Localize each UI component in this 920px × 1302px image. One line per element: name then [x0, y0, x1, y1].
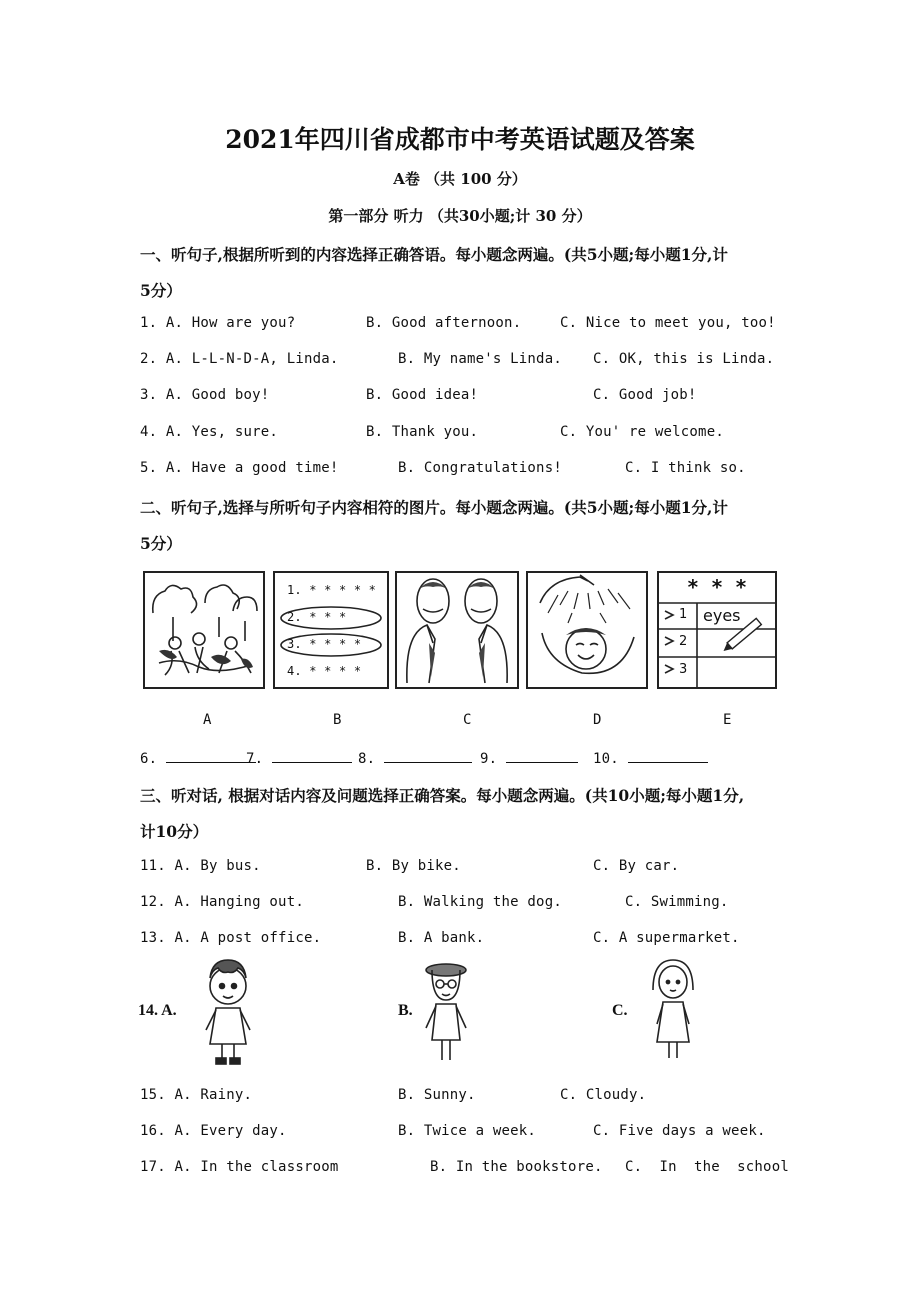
q15-option-a: 15. A. Rainy.: [140, 1087, 253, 1103]
bowing-illustration: [397, 573, 517, 687]
blank-line[interactable]: [384, 748, 472, 763]
q17-option-a: 17. A. In the classroom: [140, 1159, 339, 1175]
table-stars: * * *: [686, 575, 748, 599]
girl-short-hair-figure: [645, 958, 701, 1068]
girl-curly-hair-figure: [196, 958, 260, 1070]
picture-d-child-shower: [526, 571, 648, 689]
answer-blank-7[interactable]: [246, 748, 352, 767]
picture-c-people-bowing: [395, 571, 519, 689]
picture-b-star-ratings: [273, 571, 389, 689]
picture-e-vocabulary-table: [657, 571, 777, 689]
q13-option-b: B. A bank.: [398, 930, 485, 946]
q16-option-a: 16. A. Every day.: [140, 1123, 287, 1139]
girl-hat-glasses-figure: [418, 960, 474, 1070]
blank-number-7: 7.: [246, 751, 264, 767]
blank-line[interactable]: [506, 748, 578, 763]
picture-label-e: E: [723, 712, 732, 728]
q17-option-b: B. In the bookstore.: [430, 1159, 603, 1175]
answer-blank-8[interactable]: [358, 748, 472, 767]
q3-option-a: 3. A. Good boy!: [140, 387, 270, 403]
picture-a-park-children: [143, 571, 265, 689]
q3-option-b: B. Good idea!: [366, 387, 479, 403]
section1-instruction-cont: 5分）: [140, 281, 182, 300]
q16-option-c: C. Five days a week.: [593, 1123, 766, 1139]
q4-option-a: 4. A. Yes, sure.: [140, 424, 279, 440]
row-number-2: 2: [679, 634, 688, 649]
blank-number-10: 10.: [593, 751, 619, 767]
q13-option-a: 13. A. A post office.: [140, 930, 322, 946]
section3-instruction-cont: 计10分）: [140, 822, 209, 841]
answer-blank-6[interactable]: [140, 748, 256, 767]
q2-option-c: C. OK, this is Linda.: [593, 351, 775, 367]
q15-option-c: C. Cloudy.: [560, 1087, 647, 1103]
picture-label-d: D: [593, 712, 602, 728]
q5-option-b: B. Congratulations!: [398, 460, 562, 476]
q14-label-b: B.: [398, 1002, 413, 1019]
answer-blank-10[interactable]: [593, 748, 708, 767]
q3-option-c: C. Good job!: [593, 387, 697, 403]
q2-option-a: 2. A. L-L-N-D-A, Linda.: [140, 351, 339, 367]
q15-option-b: B. Sunny.: [398, 1087, 476, 1103]
rating-row-3: 3. * * * *: [287, 637, 362, 651]
rating-row-2: 2. * * *: [287, 610, 347, 624]
q12-option-c: C. Swimming.: [625, 894, 729, 910]
document-title: 2021年四川省成都市中考英语试题及答案: [225, 125, 695, 154]
q13-option-c: C. A supermarket.: [593, 930, 740, 946]
section3-instruction: 三、听对话, 根据对话内容及问题选择正确答案。每小题念两遍。(共10小题;每小题1分,: [140, 786, 745, 805]
q14-label-c: C.: [612, 1002, 628, 1019]
park-illustration: [145, 573, 263, 687]
blank-number-9: 9.: [480, 751, 498, 767]
blank-line[interactable]: [272, 748, 352, 763]
rating-row-4: 4. * * * *: [287, 664, 362, 678]
table-grid: [659, 573, 775, 687]
picture-label-c: C: [463, 712, 472, 728]
q11-option-a: 11. A. By bus.: [140, 858, 261, 874]
blank-number-6: 6.: [140, 751, 158, 767]
q5-option-a: 5. A. Have a good time!: [140, 460, 339, 476]
picture-label-b: B: [333, 712, 342, 728]
section1-instruction: 一、听句子,根据所听到的内容选择正确答语。每小题念两遍。(共5小题;每小题1分,计: [140, 245, 728, 264]
blank-number-8: 8.: [358, 751, 376, 767]
q12-option-b: B. Walking the dog.: [398, 894, 562, 910]
row-number-1: 1: [679, 607, 688, 622]
q1-option-b: B. Good afternoon.: [366, 315, 522, 331]
q16-option-b: B. Twice a week.: [398, 1123, 537, 1139]
q1-option-c: C. Nice to meet you, too!: [560, 315, 776, 331]
q2-option-b: B. My name's Linda.: [398, 351, 562, 367]
q4-option-b: B. Thank you.: [366, 424, 479, 440]
q17-option-c: C. In the school: [625, 1159, 789, 1175]
row-number-3: 3: [679, 662, 688, 677]
section2-instruction: 二、听句子,选择与所听句子内容相符的图片。每小题念两遍。(共5小题;每小题1分,计: [140, 498, 728, 517]
rating-row-1: 1. * * * * *: [287, 583, 377, 597]
blank-line[interactable]: [628, 748, 708, 763]
paper-section-label: A卷 （共 100 分）: [393, 170, 527, 188]
picture-label-a: A: [203, 712, 212, 728]
shower-illustration: [528, 573, 646, 687]
section2-instruction-cont: 5分）: [140, 534, 182, 553]
q1-option-a: 1. A. How are you?: [140, 315, 296, 331]
handwritten-word: eyes: [703, 606, 741, 625]
part-heading: 第一部分 听力 （共30小题;计 30 分）: [328, 207, 592, 225]
q4-option-c: C. You' re welcome.: [560, 424, 724, 440]
q11-option-c: C. By car.: [593, 858, 680, 874]
blank-line[interactable]: [166, 748, 256, 763]
oval-highlights: [275, 573, 387, 687]
answer-blank-9[interactable]: [480, 748, 578, 767]
q11-option-b: B. By bike.: [366, 858, 461, 874]
q14-label-a: 14. A.: [138, 1002, 177, 1019]
q12-option-a: 12. A. Hanging out.: [140, 894, 304, 910]
q5-option-c: C. I think so.: [625, 460, 746, 476]
